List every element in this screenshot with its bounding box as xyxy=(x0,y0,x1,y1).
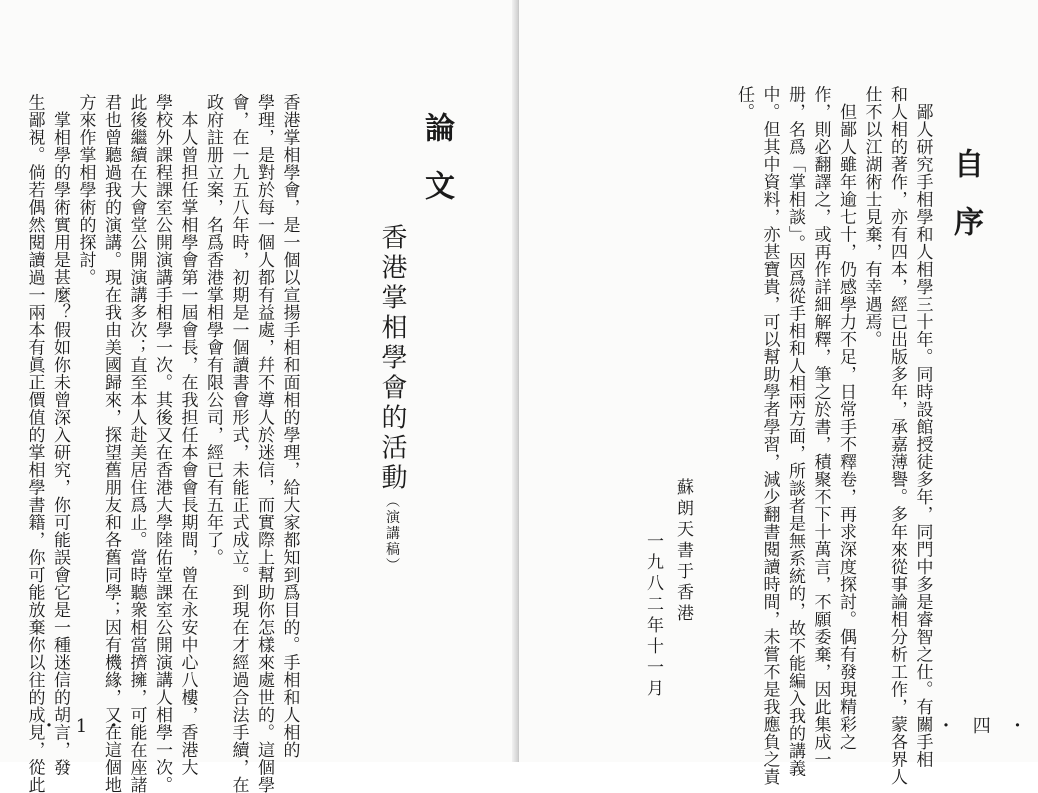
right-line-1: 鄙人研究手相學和人相學三十年。同時設館授徒多年，同門中多是睿智之仕。有關手相 xyxy=(912,85,933,768)
left-heading: 論文 xyxy=(419,112,454,228)
right-heading: 自序 xyxy=(948,148,983,264)
left-line-3: 會，在一九五八年時，初期是一個讀書會形式，未能正式成立。到現在才經過合法手續，在 xyxy=(228,93,249,793)
left-page-number: ・ 1 ・ xyxy=(40,716,129,737)
right-line-5: 作，則必翻譯之，或再作詳細解釋，筆之於書，積聚不下十萬言，不願委棄，因此集成一 xyxy=(810,85,831,768)
right-line-8: 任。 xyxy=(734,85,754,121)
right-line-2: 和人相的著作，亦有四本，經已出版多年，承嘉薄譽。多年來從事論相分析工作，蒙各界人 xyxy=(887,85,907,786)
left-line-2: 學理，是對於每一個人都有益處，幷不導人於迷信，而實際上幫助你怎樣來處世的。這個學 xyxy=(254,93,274,793)
left-line-10: 掌相學的學術實用是甚麼？假如你未曾深入研究，你可能誤會它是一種迷信的胡言，發 xyxy=(50,93,70,776)
left-line-8: 君也曾聽過我的演講。現在我由美國歸來，探望舊朋友和各舊同學；因有機緣，又在這個地 xyxy=(101,93,121,793)
left-line-4: 政府註册立案，名爲香港掌相學會有限公司，經已有五年了。 xyxy=(203,93,223,566)
left-line-1: 香港掌相學會，是一個以宣揚手相和面相的學理，給大家都知到爲目的。手相和人相的 xyxy=(279,93,300,759)
left-line-9: 方來作掌相學術的探討。 xyxy=(75,93,96,286)
left-line-11: 生鄙視。倘若偶然閱讀過一兩本有眞正價值的掌相學書籍，你可能放棄你以往的成見，從此 xyxy=(24,93,45,793)
subtitle-note: （演講稿） xyxy=(384,493,400,574)
article-subtitle: 香港掌相學會的活動（演講稿） xyxy=(377,223,407,574)
right-line-4: 但鄙人雖年逾七十，仍感學力不足，日常手不釋卷，再求深度探討。偶有發現精彩之 xyxy=(836,85,856,751)
preface-date: 一九八二年十一月 xyxy=(643,532,663,700)
author-signature: 蘇朗天書于香港 xyxy=(673,478,693,625)
right-page xyxy=(519,0,1038,786)
left-line-6: 學校外課程課室公開演講手相學一次。其後又在香港大學陸佑堂課室公開演講人相學一次。 xyxy=(152,93,172,793)
left-line-5: 本人曾担任掌相學會第一屆會長，在我担任本會會長期間，曾在永安中心八樓，香港大 xyxy=(177,93,198,776)
right-line-3: 仕不以江湖術士見棄，有幸遇焉。 xyxy=(861,85,882,348)
right-line-6: 册，名爲「掌相談」。因爲從手相和人相兩方面，所談者是無系統的，故不能編入我的講義 xyxy=(785,85,805,777)
left-body-text xyxy=(0,58,327,793)
right-line-7: 中。但其中資料，亦甚寶貴，可以幫助學者學習，減少翻書閱讀時間，未嘗不是我應負之責 xyxy=(759,85,780,786)
left-line-7: 此後繼續在大會堂公開演講多次；直至本人赴美居住爲止。當時聽衆相當擠擁，可能在座諸 xyxy=(126,93,147,793)
right-body-text xyxy=(705,50,960,786)
right-page-number: ・ 四 ・ xyxy=(937,716,1033,737)
